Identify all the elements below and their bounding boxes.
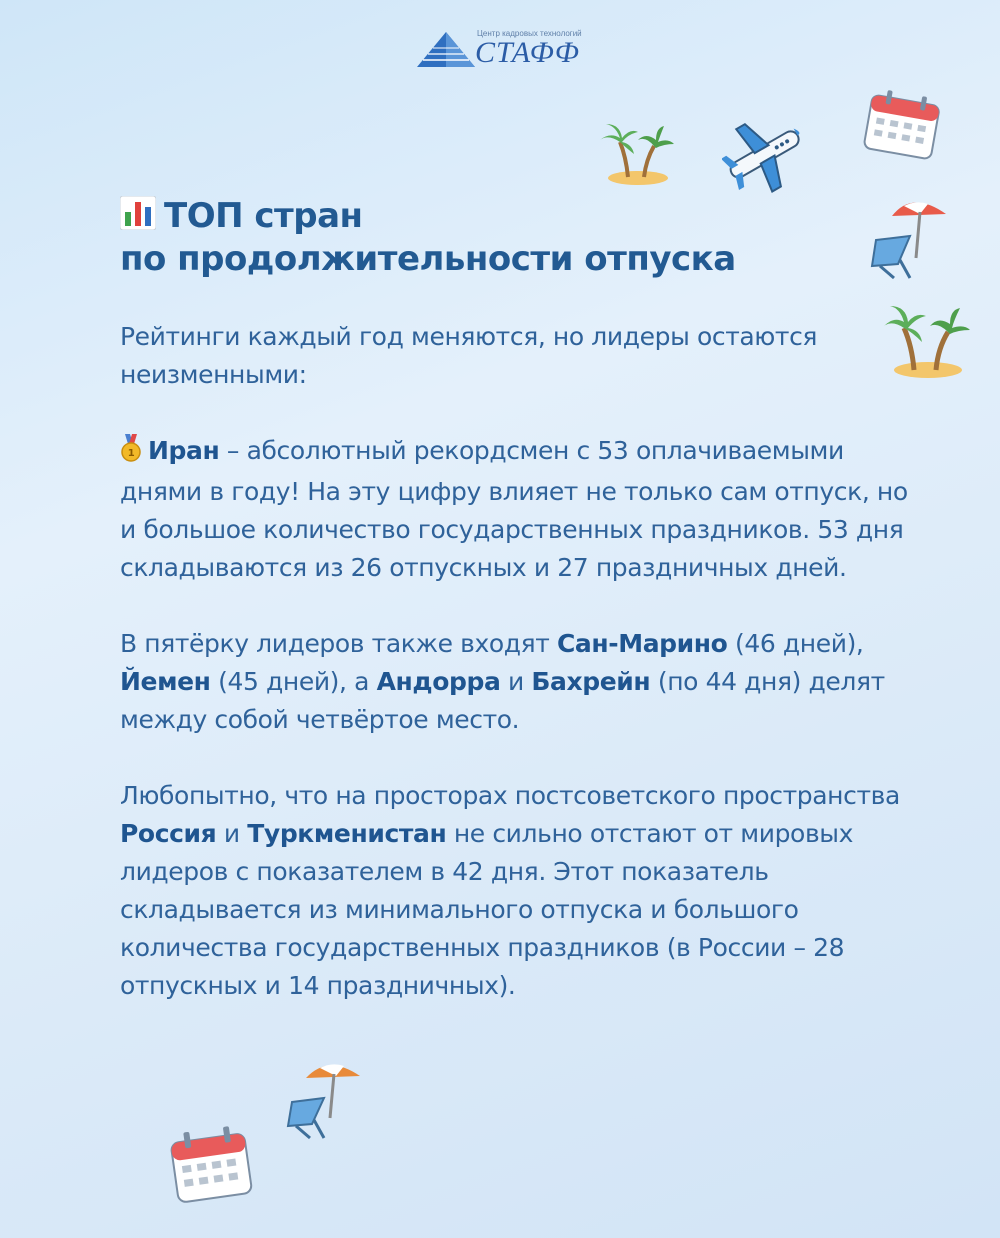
title-line-1: ТОП стран [164,196,363,236]
country-yemen: Йемен [120,667,211,696]
top5-paragraph [120,625,920,739]
palm-tree-icon [598,122,674,186]
postsoviet-text-1: Любопытно, что на просторах постсоветского пространства [120,781,900,810]
calendar-icon [862,90,942,160]
bar-chart-icon [120,196,156,239]
top5-text-5: (по 44 дня) делят между собой четвёртое место. [120,667,885,734]
iran-text: – абсолютный рекордсмен с 53 оплачиваемыми днями в году! На эту цифру влияет не только сам отпуск, но и большое количество государственных праздников. 53 дня складываются из 26 отпускных и 27 праздничных дней. [120,436,908,582]
country-andorra: Андорра [376,667,501,696]
top5-text-2: (46 дней), [727,629,864,658]
airplane-icon [722,112,808,194]
page-title [120,196,736,279]
country-san-marino: Сан-Марино [556,629,728,658]
beach-umbrella-icon [286,1058,366,1140]
logo-wordmark: СТАФФ [475,36,580,69]
top5-text-1: В пятёрку лидеров также входят [120,629,557,658]
country-iran: Иран [148,436,220,465]
article-body [120,318,920,1043]
logo-triangle-icon [415,30,477,68]
country-russia: Россия [120,819,217,848]
staff-logo [415,28,590,70]
top5-text-3: (45 дней), а [210,667,377,696]
calendar-icon [166,1124,256,1206]
country-bahrain: Бахрейн [531,667,651,696]
top5-text-4: и [500,667,532,696]
svg-text:1: 1 [127,448,135,459]
beach-umbrella-icon [870,194,952,282]
gold-medal-icon [120,434,142,473]
title-line-2: по продолжительности отпуска [120,239,736,279]
postsoviet-paragraph [120,777,920,1005]
country-turkmenistan: Туркменистан [247,819,447,848]
logo-subtitle: Центр кадровых технологий [477,29,582,38]
iran-paragraph [120,432,920,587]
postsoviet-text-2: и [216,819,248,848]
intro-paragraph: Рейтинги каждый год меняются, но лидеры остаются неизменными: [120,322,818,389]
postsoviet-text-3: не сильно отстают от мировых лидеров с показателем в 42 дня. Этот показатель складывается из минимального отпуска и большого количества государственных праздников (в России – 28 отпускных и 14 праздничных). [120,819,854,1000]
